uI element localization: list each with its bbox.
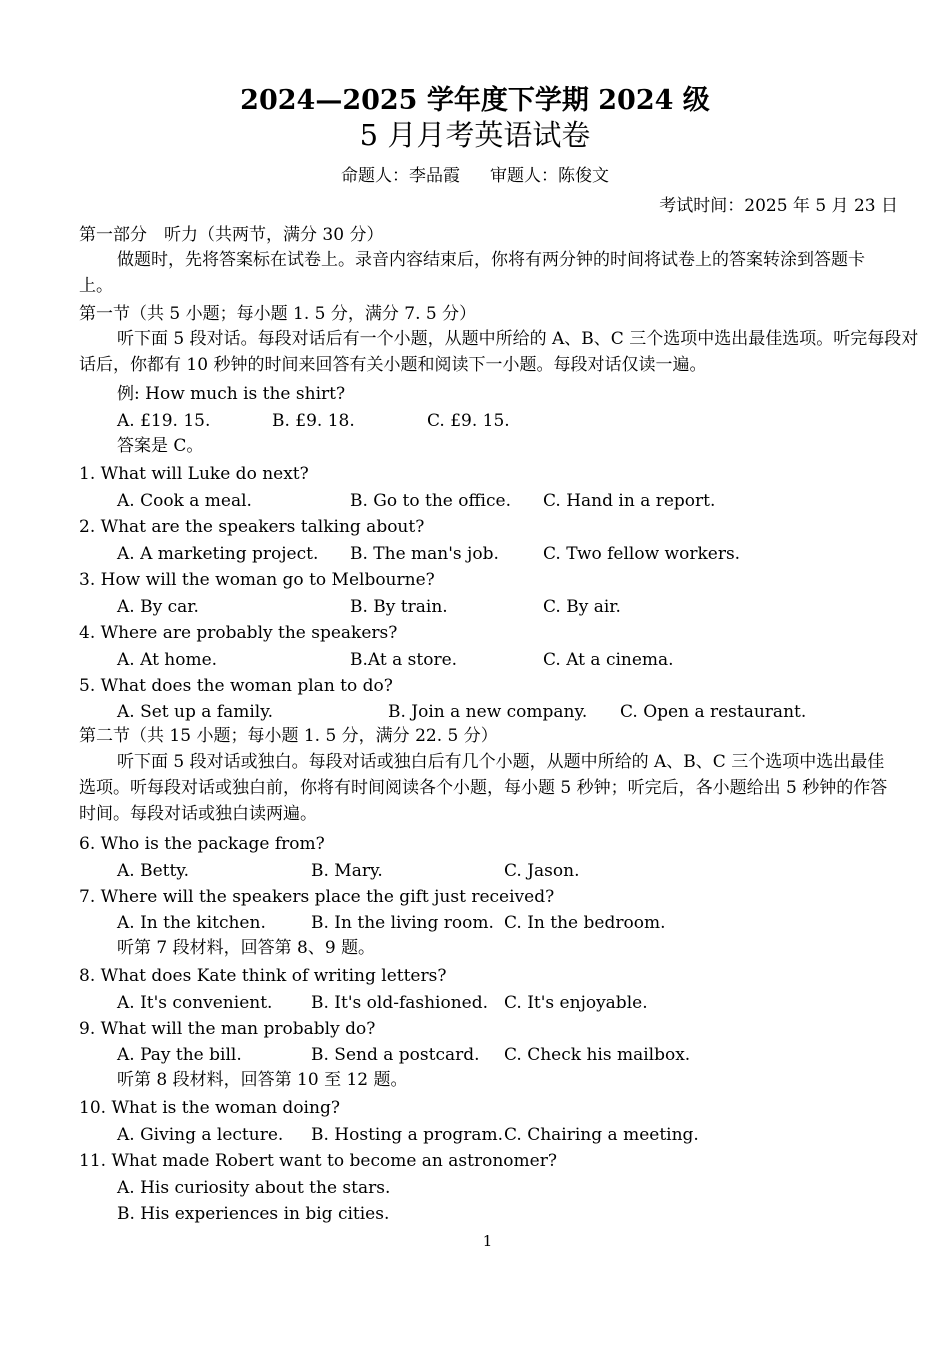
q1-option-c: C. Hand in a report. <box>543 491 716 511</box>
question-9: 9. What will the man probably do? <box>79 1019 376 1039</box>
section2-heading: 第二节（共 15 小题；每小题 1. 5 分，满分 22. 5 分） <box>79 726 498 746</box>
q6-option-b: B. Mary. <box>311 861 383 881</box>
exam-title-line2: 5 月月考英语试卷 <box>359 118 591 152</box>
q9-option-a: A. Pay the bill. <box>117 1045 242 1065</box>
example-answer: 答案是 C。 <box>117 436 204 456</box>
section2-instruction: 听下面 5 段对话或独白。每段对话或独白后有几个小题，从题中所给的 A、B、C 三个选项中选出最佳选项。听每段对话或独白前，你将有时间阅读各个小题，每小题 5 秒钟；听完后，各小题给出 5 秒钟的作答时间。每段对话或独白读两遍。 <box>79 752 888 824</box>
q6-option-a: A. Betty. <box>117 861 190 881</box>
q8-option-a: A. It's convenient. <box>117 993 273 1013</box>
q5-option-c: C. Open a restaurant. <box>620 702 807 722</box>
question-8: 8. What does Kate think of writing letters? <box>79 966 447 986</box>
authors-line <box>0 165 950 187</box>
q6-option-c: C. Jason. <box>504 861 580 881</box>
q5-option-a: A. Set up a family. <box>117 702 273 722</box>
exam-date: 考试时间：2025 年 5 月 23 日 <box>659 196 898 216</box>
q9-option-c: C. Check his mailbox. <box>504 1045 691 1065</box>
question-3: 3. How will the woman go to Melbourne? <box>79 570 435 590</box>
part1-instruction: 做题时，先将答案标在试卷上。录音内容结束后，你将有两分钟的时间将试卷上的答案转涂到答题卡上。 <box>79 250 865 296</box>
section1-heading: 第一节（共 5 小题；每小题 1. 5 分，满分 7. 5 分） <box>79 304 477 324</box>
q8-option-b: B. It's old-fashioned. <box>311 993 489 1013</box>
q11-option-a: A. His curiosity about the stars. <box>117 1178 391 1198</box>
exam-title-line1: 2024—2025 学年度下学期 2024 级 <box>240 85 710 116</box>
q2-option-b: B. The man's job. <box>350 544 499 564</box>
question-1: 1. What will Luke do next? <box>79 464 309 484</box>
question-5: 5. What does the woman plan to do? <box>79 676 393 696</box>
part1-heading: 第一部分 听力（共两节，满分 30 分） <box>79 225 384 245</box>
q3-option-a: A. By car. <box>117 597 199 617</box>
example-option-a: A. £19. 15. <box>117 411 211 431</box>
q10-option-c: C. Chairing a meeting. <box>504 1125 699 1145</box>
q10-option-b: B. Hosting a program. <box>311 1125 504 1145</box>
reviewer: 审题人：陈俊文 <box>490 166 609 186</box>
q1-option-a: A. Cook a meal. <box>117 491 252 511</box>
q7-option-b: B. In the living room. <box>311 913 494 933</box>
example-option-b: B. £9. 18. <box>272 411 355 431</box>
q5-option-b: B. Join a new company. <box>388 702 588 722</box>
q10-option-a: A. Giving a lecture. <box>117 1125 284 1145</box>
q4-option-c: C. At a cinema. <box>543 650 674 670</box>
example-option-c: C. £9. 15. <box>427 411 510 431</box>
question-7: 7. Where will the speakers place the gift just received? <box>79 887 555 907</box>
question-2: 2. What are the speakers talking about? <box>79 517 425 537</box>
section1-instruction: 听下面 5 段对话。每段对话后有一个小题，从题中所给的 A、B、C 三个选项中选出最佳选项。听完每段对话后，你都有 10 秒钟的时间来回答有关小题和阅读下一小题。每段对话仅读一遍。 <box>79 329 919 375</box>
question-4: 4. Where are probably the speakers? <box>79 623 398 643</box>
q1-option-b: B. Go to the office. <box>350 491 511 511</box>
q11-option-b: B. His experiences in big cities. <box>117 1204 390 1224</box>
q2-option-a: A. A marketing project. <box>117 544 319 564</box>
q9-option-b: B. Send a postcard. <box>311 1045 480 1065</box>
q3-option-c: C. By air. <box>543 597 621 617</box>
material-7-note: 听第 7 段材料，回答第 8、9 题。 <box>117 938 376 958</box>
question-6: 6. Who is the package from? <box>79 834 325 854</box>
q4-option-b: B.At a store. <box>350 650 458 670</box>
page-number: 1 <box>482 1232 493 1250</box>
q3-option-b: B. By train. <box>350 597 448 617</box>
q4-option-a: A. At home. <box>117 650 218 670</box>
example-question: 例: How much is the shirt? <box>117 384 346 404</box>
question-11: 11. What made Robert want to become an astronomer? <box>79 1151 557 1171</box>
q7-option-a: A. In the kitchen. <box>117 913 266 933</box>
author: 命题人：李品霞 <box>341 166 460 186</box>
q2-option-c: C. Two fellow workers. <box>543 544 741 564</box>
q8-option-c: C. It's enjoyable. <box>504 993 648 1013</box>
material-8-note: 听第 8 段材料，回答第 10 至 12 题。 <box>117 1070 408 1090</box>
q7-option-c: C. In the bedroom. <box>504 913 666 933</box>
question-10: 10. What is the woman doing? <box>79 1098 340 1118</box>
